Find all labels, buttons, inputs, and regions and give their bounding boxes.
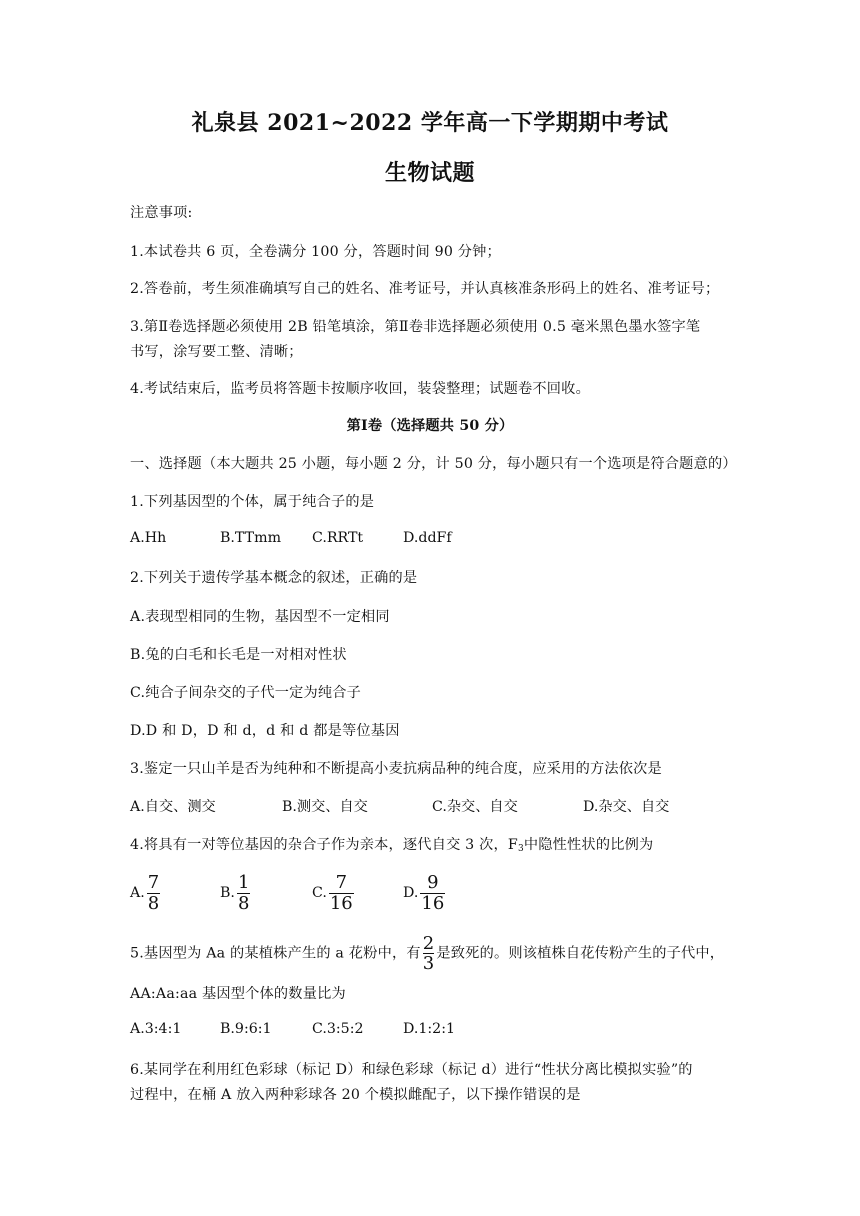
q5-stem	[130, 934, 724, 973]
q5-fraction-num: 2	[422, 933, 435, 954]
q5-stem-after: 是致死的。则该植株自花传粉产生的子代中，	[436, 945, 725, 962]
q5-option-b: B.9:6:1	[220, 1021, 272, 1037]
notice-heading: 注意事项:	[130, 205, 193, 221]
q2-option-a: A.表现型相同的生物，基因型不一定相同	[130, 609, 390, 625]
q1-option-d: D.ddFf	[403, 530, 452, 546]
q5-stem-line2: AA:Aa:aa 基因型个体的数量比为	[130, 986, 346, 1002]
q4-option-d-fraction	[420, 873, 445, 914]
q1-option-a: A.Hh	[130, 530, 167, 546]
notice-item-3: 3.第Ⅱ卷选择题必须使用 2B 铅笔填涂，第Ⅱ卷非选择题必须使用 0.5 毫米黑色墨水签字笔	[130, 319, 701, 335]
q4-stem-after: 中隐性性状的比例为	[523, 837, 654, 853]
q4-option-c-num: 7	[335, 871, 348, 893]
q4-option-b-label: B.	[220, 885, 235, 901]
q4-option-a-fraction	[147, 873, 160, 914]
q5-option-c: C.3:5:2	[312, 1021, 364, 1037]
q4-option-c-den: 16	[329, 892, 353, 914]
q4-option-c-fraction	[329, 873, 354, 914]
exam-title: 礼泉县 2021~2022 学年高一下学期期中考试	[191, 110, 669, 136]
q2-option-b: B.兔的白毛和长毛是一对相对性状	[130, 647, 347, 663]
q1-option-c: C.RRTt	[312, 530, 364, 546]
q5-option-d: D.1:2:1	[403, 1021, 456, 1037]
q2-option-d: D.D 和 D，D 和 d，d 和 d 都是等位基因	[130, 723, 400, 739]
q2-stem: 2.下列关于遗传学基本概念的叙述，正确的是	[130, 570, 418, 586]
q5-stem-before: 5.基因型为 Aa 的某植株产生的 a 花粉中，有	[130, 945, 421, 962]
q4-option-a-label: A.	[130, 885, 145, 901]
notice-item-4: 4.考试结束后，监考员将答题卡按顺序收回，装袋整理；试题卷不回收。	[130, 381, 590, 397]
q4-option-b-fraction	[237, 873, 250, 914]
q4-stem-subscript: 3	[517, 844, 524, 854]
q4-option-d-den: 16	[421, 892, 445, 914]
q3-option-a: A.自交、测交	[130, 799, 216, 815]
q3-option-b: B.测交、自交	[282, 799, 368, 815]
q5-fraction	[423, 934, 435, 973]
q1-option-b: B.TTmm	[220, 530, 282, 546]
q1-stem: 1.下列基因型的个体，属于纯合子的是	[130, 494, 375, 510]
q6-stem-line2: 过程中，在桶 A 放入两种彩球各 20 个模拟雌配子，以下操作错误的是	[130, 1087, 581, 1103]
exam-subtitle: 生物试题	[384, 160, 475, 186]
q4-option-b-num: 1	[237, 871, 250, 893]
q4-stem	[130, 834, 653, 854]
q4-option-c-label: C.	[312, 885, 327, 901]
q4-option-a-num: 7	[147, 871, 160, 893]
section-instruction: 一、选择题（本大题共 25 小题，每小题 2 分，计 50 分，每小题只有一个选项是符合题意的）	[130, 456, 737, 472]
q2-option-c: C.纯合子间杂交的子代一定为纯合子	[130, 685, 362, 701]
notice-item-1: 1.本试卷共 6 页，全卷满分 100 分，答题时间 90 分钟；	[130, 244, 501, 260]
q3-stem: 3.鉴定一只山羊是否为纯种和不断提高小麦抗病品种的纯合度，应采用的方法依次是	[130, 761, 662, 777]
q5-option-a: A.3:4:1	[130, 1021, 182, 1037]
q3-option-d: D.杂交、自交	[583, 799, 670, 815]
q3-option-c: C.杂交、自交	[432, 799, 518, 815]
q4-option-b	[220, 868, 250, 918]
q6-stem-line1: 6.某同学在利用红色彩球（标记 D）和绿色彩球（标记 d）进行“性状分离比模拟实验”的	[130, 1062, 693, 1078]
q4-option-a	[130, 868, 160, 918]
section-title: 第Ⅰ卷（选择题共 50 分）	[346, 418, 514, 434]
q4-stem-before: 4.将具有一对等位基因的杂合子作为亲本，逐代自交 3 次，F	[130, 837, 518, 853]
q4-option-b-den: 8	[237, 892, 250, 914]
q4-option-d	[403, 868, 445, 918]
q4-option-d-num: 9	[427, 871, 439, 893]
q4-option-c	[312, 868, 354, 918]
q4-option-a-den: 8	[147, 892, 160, 914]
q4-option-d-label: D.	[403, 885, 419, 901]
q5-fraction-den: 3	[422, 953, 435, 974]
notice-item-3-cont: 书写，涂写要工整、清晰；	[130, 344, 303, 360]
notice-item-2: 2.答卷前，考生须准确填写自己的姓名、准考证号，并认真核准条形码上的姓名、准考证号；	[130, 281, 720, 297]
